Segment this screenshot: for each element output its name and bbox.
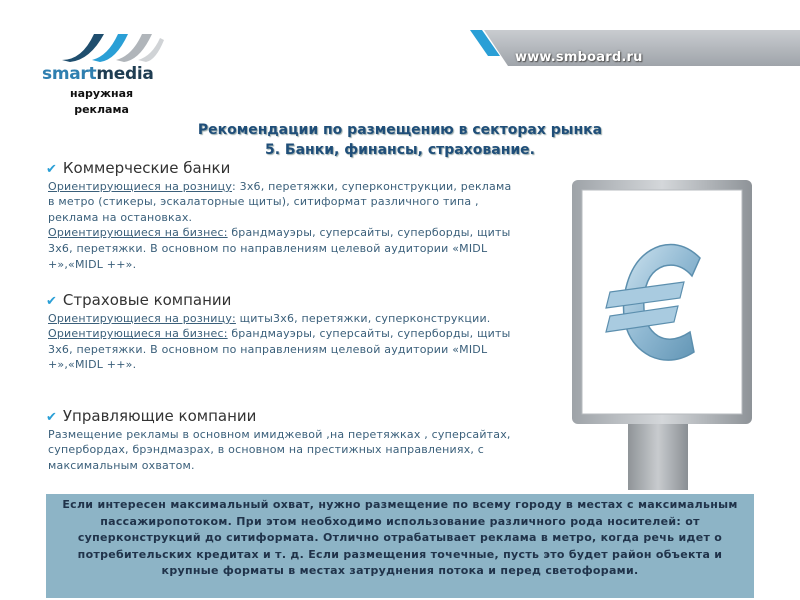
business-label: Ориентирующиеся на бизнес: bbox=[48, 327, 228, 341]
retail-label: Ориентирующиеся на розницу: bbox=[48, 311, 236, 325]
business-label: Ориентирующиеся на бизнес: bbox=[48, 226, 228, 240]
check-icon: ✔ bbox=[46, 410, 57, 425]
logo-icon bbox=[60, 30, 165, 62]
bottom-note bbox=[46, 494, 754, 598]
section-heading: ✔ Страховые компании bbox=[46, 291, 232, 309]
billboard-image bbox=[572, 180, 754, 490]
check-icon: ✔ bbox=[46, 294, 57, 309]
section-commercial-banks bbox=[48, 161, 518, 272]
business-text: брандмауэры, суперсайты, суперборды, щиты 3х6, перетяжки. В основном по направлениям целевой аудитории «MIDL +»,«MIDL ++». bbox=[48, 226, 511, 271]
section-heading: ✔ Управляющие компании bbox=[46, 407, 257, 425]
business-text: брандмауэры, суперсайты, суперборды, щиты 3х6, перетяжки. В основном по направлениям целевой аудитории «MIDL +»,«MIDL ++». bbox=[48, 327, 511, 372]
section-management-companies bbox=[48, 409, 518, 473]
brand-tagline: наружная реклама bbox=[70, 87, 134, 116]
page-title: Рекомендации по размещению в секторах рынка 5. Банки, финансы, страхование. bbox=[197, 122, 603, 158]
retail-label: Ориентирующиеся на розницу bbox=[48, 179, 233, 193]
check-icon: ✔ bbox=[46, 162, 57, 177]
section-insurance bbox=[48, 293, 518, 373]
company-logo bbox=[42, 30, 182, 120]
site-url[interactable]: www.smboard.ru bbox=[515, 50, 643, 65]
retail-text: щиты3х6, перетяжки, суперконструкции. bbox=[235, 311, 491, 325]
section-text: Размещение рекламы в основном имиджевой ,на перетяжках , суперсайтах, супербордах, брэндмазрах, в основном на престижных направлениях, с максимальным охватом. bbox=[48, 427, 511, 472]
section-heading: ✔ Коммерческие банки bbox=[46, 159, 231, 177]
bottom-note-text: Если интересен максимальный охват, нужно размещение по всему городу в местах с максимальным пассажиропотоком. При этом необходимо использование различного рода носителей: от суперконструкций до ситиформата. Отлично отрабатывает реклама в метро, когда речь идет о потребительских кредитах и т. д. Если размещения точечные, пусть это будет район объекта и крупные форматы в местах затруднения потока и перед светофорами. bbox=[62, 498, 738, 577]
retail-text: : 3х6, перетяжки, суперконструкции, реклама в метро (стикеры, эскалаторные щиты), ситиформат различного типа , реклама на остановках. bbox=[48, 179, 512, 224]
brand-name: smartmedia bbox=[42, 64, 154, 84]
